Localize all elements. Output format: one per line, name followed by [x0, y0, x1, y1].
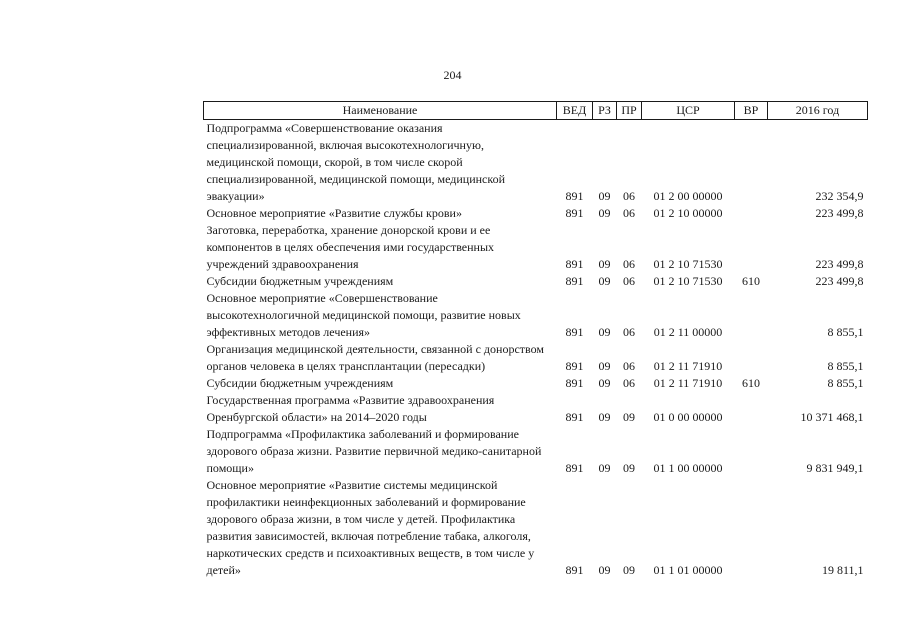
row-sum: 223 499,8 — [815, 257, 864, 271]
table-row — [204, 426, 868, 477]
row-csr: 01 2 10 71530 — [653, 257, 723, 271]
row-name: Основное мероприятие «Совершенствование высокотехнологичной медицинской помощи, развитие новых эффективных методов лечения» — [206, 291, 521, 339]
table-row — [204, 290, 868, 341]
row-ved: 891 — [565, 189, 584, 203]
table-row — [204, 205, 868, 222]
row-pr: 06 — [623, 257, 635, 271]
row-vr — [735, 120, 768, 206]
row-vr — [735, 290, 768, 341]
row-rz: 09 — [598, 461, 611, 475]
row-vr — [735, 205, 768, 222]
row-sum: 10 371 468,1 — [800, 410, 864, 424]
row-ved: 891 — [565, 274, 584, 288]
header-row — [204, 102, 868, 120]
page-number: 204 — [443, 68, 462, 82]
row-rz: 09 — [598, 274, 611, 288]
header-name: Наименование — [204, 102, 557, 120]
row-ved: 891 — [565, 410, 584, 424]
row-ved: 891 — [565, 563, 584, 577]
row-rz: 09 — [598, 376, 611, 390]
table-body — [204, 120, 868, 580]
header-year: 2016 год — [768, 102, 868, 120]
row-vr — [735, 392, 768, 426]
row-ved: 891 — [565, 359, 584, 373]
row-ved: 891 — [565, 257, 584, 271]
row-pr: 09 — [623, 410, 635, 424]
row-pr: 06 — [623, 376, 635, 390]
row-ved: 891 — [565, 206, 584, 220]
row-pr: 06 — [623, 206, 635, 220]
row-pr: 06 — [623, 274, 635, 288]
row-name: Основное мероприятие «Развитие системы медицинской профилактики неинфекционных заболеваний и формирование здорового образа жизни, в том числе у детей. Профилактика развития зависимостей, включая потребление табака, алкоголя, наркотических средств и психоактивных веществ, в том числе у детей» — [206, 478, 535, 577]
table-header — [204, 102, 868, 120]
header-pr: ПР — [617, 102, 642, 120]
row-name: Организация медицинской деятельности, связанной с донорством органов человека в целях трансплантации (пересадки) — [206, 342, 544, 373]
row-rz: 09 — [598, 189, 611, 203]
row-csr: 01 2 11 71910 — [653, 359, 723, 373]
row-pr: 09 — [623, 563, 635, 577]
budget-table — [203, 101, 868, 579]
row-name: Государственная программа «Развитие здравоохранения Оренбургской области» на 2014–2020 годы — [206, 393, 495, 424]
row-sum: 223 499,8 — [815, 206, 864, 220]
header-rz: РЗ — [593, 102, 617, 120]
row-vr — [735, 426, 768, 477]
row-pr: 06 — [623, 189, 635, 203]
row-csr: 01 0 00 00000 — [653, 410, 723, 424]
table-row — [204, 222, 868, 273]
row-ved: 891 — [565, 325, 584, 339]
row-rz: 09 — [598, 257, 611, 271]
row-csr: 01 1 01 00000 — [653, 563, 723, 577]
row-ved: 891 — [565, 461, 584, 475]
row-vr: 610 — [742, 274, 760, 288]
row-sum: 9 831 949,1 — [806, 461, 864, 475]
row-rz: 09 — [598, 410, 611, 424]
table-row — [204, 341, 868, 375]
row-sum: 232 354,9 — [815, 189, 864, 203]
header-ved: ВЕД — [557, 102, 593, 120]
row-pr: 06 — [623, 325, 635, 339]
row-rz: 09 — [598, 206, 611, 220]
row-name: Подпрограмма «Профилактика заболеваний и формирование здорового образа жизни. Развитие первичной медико-санитарной помощи» — [206, 427, 542, 475]
row-vr: 610 — [742, 376, 760, 390]
row-ved: 891 — [565, 376, 584, 390]
row-csr: 01 2 10 71530 — [653, 274, 723, 288]
row-csr: 01 2 10 00000 — [653, 206, 723, 220]
row-name: Подпрограмма «Совершенствование оказания специализированной, включая высокотехнологичную, медицинской помощи, скорой, в том числе скорой специализированной, медицинской помощи, медицинской эвакуации» — [206, 121, 506, 203]
header-csr: ЦСР — [642, 102, 735, 120]
row-vr — [735, 341, 768, 375]
row-rz: 09 — [598, 325, 611, 339]
row-vr — [735, 222, 768, 273]
row-sum: 19 811,1 — [821, 563, 864, 577]
row-vr — [735, 477, 768, 579]
row-sum: 8 855,1 — [827, 325, 864, 339]
row-sum: 8 855,1 — [827, 376, 864, 390]
row-name: Основное мероприятие «Развитие службы крови» — [206, 206, 462, 220]
row-rz: 09 — [598, 563, 611, 577]
row-name: Заготовка, переработка, хранение донорской крови и ее компонентов в целях обеспечения ими государственных учреждений здравоохранения — [206, 223, 495, 271]
row-rz: 09 — [598, 359, 611, 373]
row-csr: 01 2 11 71910 — [653, 376, 723, 390]
row-pr: 09 — [623, 461, 635, 475]
row-csr: 01 1 00 00000 — [653, 461, 723, 475]
row-sum: 223 499,8 — [815, 274, 864, 288]
table-row — [204, 477, 868, 579]
row-sum: 8 855,1 — [827, 359, 864, 373]
table-row — [204, 392, 868, 426]
table-row — [204, 273, 868, 290]
row-name: Субсидии бюджетным учреждениям — [206, 376, 394, 390]
row-name: Субсидии бюджетным учреждениям — [206, 274, 394, 288]
row-pr: 06 — [623, 359, 635, 373]
header-vr: ВР — [735, 102, 768, 120]
row-csr: 01 2 00 00000 — [653, 189, 723, 203]
row-csr: 01 2 11 00000 — [653, 325, 723, 339]
table-row — [204, 375, 868, 392]
table-row — [204, 120, 868, 206]
